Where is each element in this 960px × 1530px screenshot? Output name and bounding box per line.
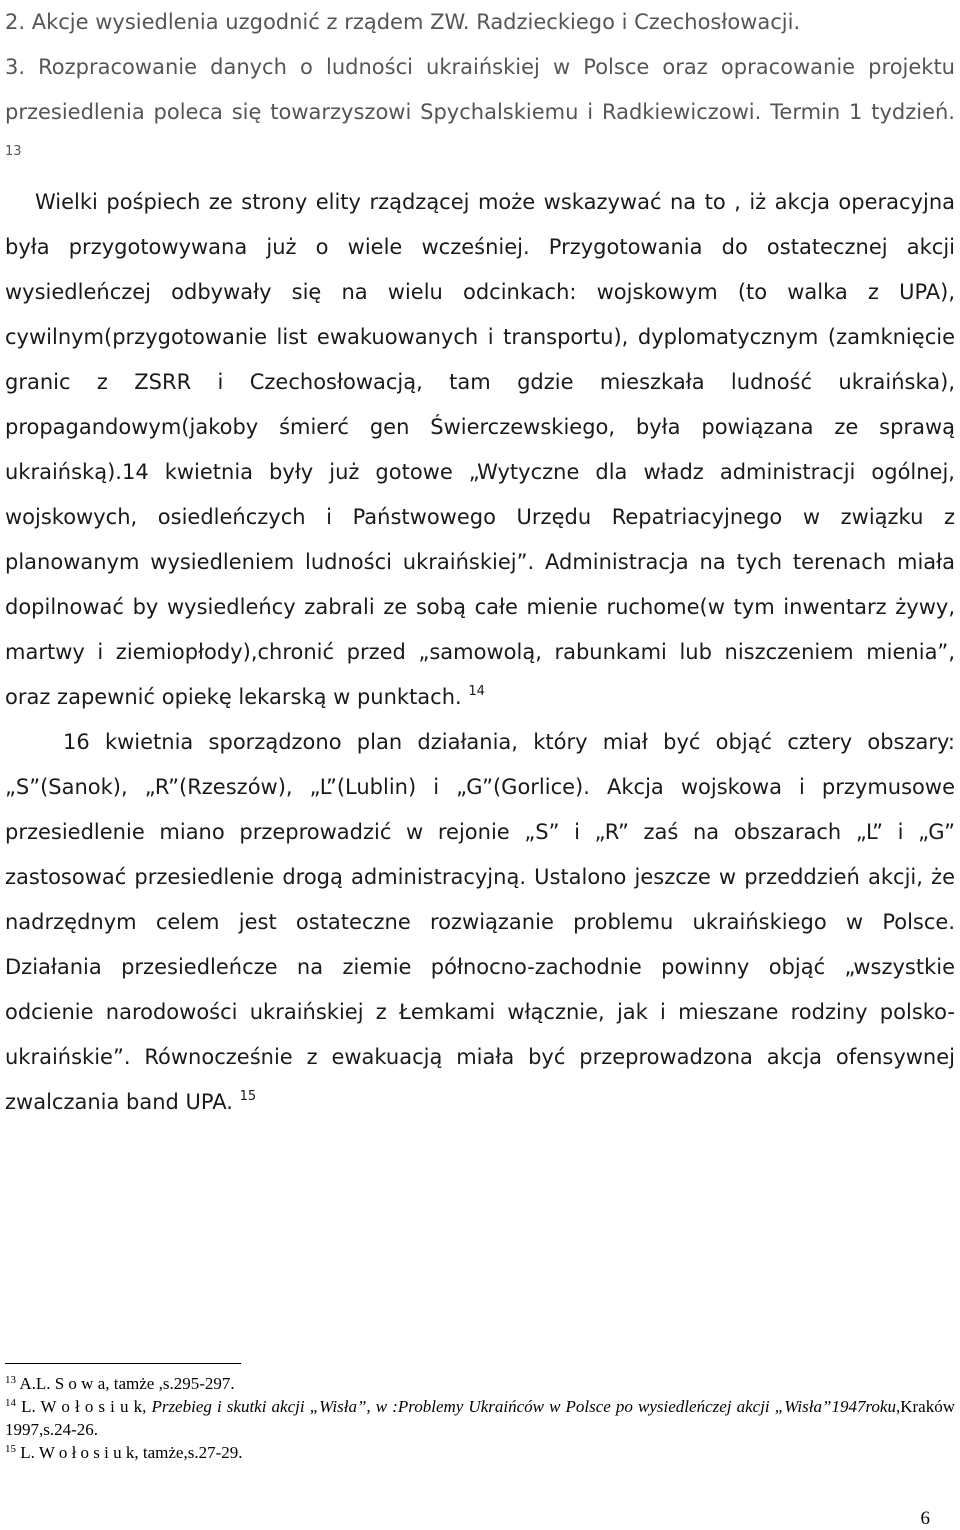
resolution-item-3-text: 3. Rozpracowanie danych o ludności ukraińskiej w Polsce oraz opracowanie projektu przesiedlenia poleca się towarzyszowi Spychalskiemu i Radkiewiczowi. Termin 1 tydzień. [5,55,955,124]
main-text [5,0,955,1125]
footnotes [5,1372,955,1464]
resolution-item-3 [5,45,955,180]
footnote-15-number: 15 [5,1443,16,1455]
footnote-ref-15: 15 [239,1089,257,1104]
footnote-ref-14: 14 [468,684,485,699]
footnote-ref-13: 13 [5,144,22,159]
quoted-resolution [5,0,955,180]
paragraph-2-text: 16 kwietnia sporządzono plan działania, który miał być objąć cztery obszary: „S”(Sanok), „R”(Rzeszów), „L”(Lublin) i „G”(Gorlice). Akcja wojskowa i przymusowe przesiedlenie miano przeprowadzić w rejonie „S” i „R” zaś na obszarach „L” i „G” zastosować przesiedlenie drogą administracyjną. Ustalono jeszcze w przeddzień akcji, że nadrzędnym celem jest ostateczne rozwiązanie problemu ukraińskiego w Polsce. Działania przesiedleńcze na ziemie północno-zachodnie powinny objąć „wszystkie odcienie narodowości ukraińskiej z Łemkami włącznie, jak i mieszane rodziny polsko-ukraińskie”. Równocześnie z ewakuacją miała być przeprowadzona akcja ofensywnej zwalczania band UPA. [5,730,955,1114]
footnote-separator [5,1363,241,1364]
footnote-15-text: L. W o ł o s i u k, tamże,s.27-29. [20,1443,243,1462]
page-number: 6 [920,1508,930,1529]
footnote-14-author: L. W o ł o s i u k, [21,1397,152,1416]
paragraph-1 [5,180,955,720]
footnote-14-number: 14 [5,1397,16,1409]
footnote-13 [5,1372,955,1395]
resolution-item-2: 2. Akcje wysiedlenia uzgodnić z rządem ZW. Radzieckiego i Czechosłowacji. [5,10,801,34]
footnote-15 [5,1441,955,1464]
footnote-14-rest: Kraków 1997,s.24-26. [5,1397,955,1439]
paragraph-1-text: Wielki pośpiech ze strony elity rządzącej może wskazywać na to , iż akcja operacyjna była przygotowywana już o wiele wcześniej. Przygotowania do ostatecznej akcji wysiedleńczej odbywały się na wielu odcinkach: wojskowym (to walka z UPA), cywilnym(przygotowanie list ewakuowanych i transportu), dyplomatycznym (zamknięcie granic z ZSRR i Czechosłowacją, tam gdzie mieszkała ludność ukraińska), propagandowym(jakoby śmierć gen Świerczewskiego, była powiązana ze sprawą ukraińską).14 kwietnia były już gotowe „Wytyczne dla władz administracji ogólnej, wojskowych, osiedleńczych i Państwowego Urzędu Repatriacyjnego w związku z planowanym wysiedleniem ludności ukraińskiej”. Administracja na tych terenach miała dopilnować by wysiedleńcy zabrali ze sobą całe mienie ruchome(w tym inwentarz żywy, martwy i ziemiopłody),chronić przed „samowolą, rabunkami lub niszczeniem mienia”, oraz zapewnić opiekę lekarską w punktach. [5,190,955,709]
footnote-13-text: A.L. S o w a, tamże ,s.295-297. [19,1374,235,1393]
paragraph-2 [5,720,955,1125]
footnote-13-number: 13 [5,1374,16,1386]
footnote-14 [5,1395,955,1441]
footnote-14-title: Przebieg i skutki akcji „Wisła”, w :Problemy Ukraińców w Polsce po wysiedleńczej akcji „Wisła”1947roku, [151,1397,901,1416]
